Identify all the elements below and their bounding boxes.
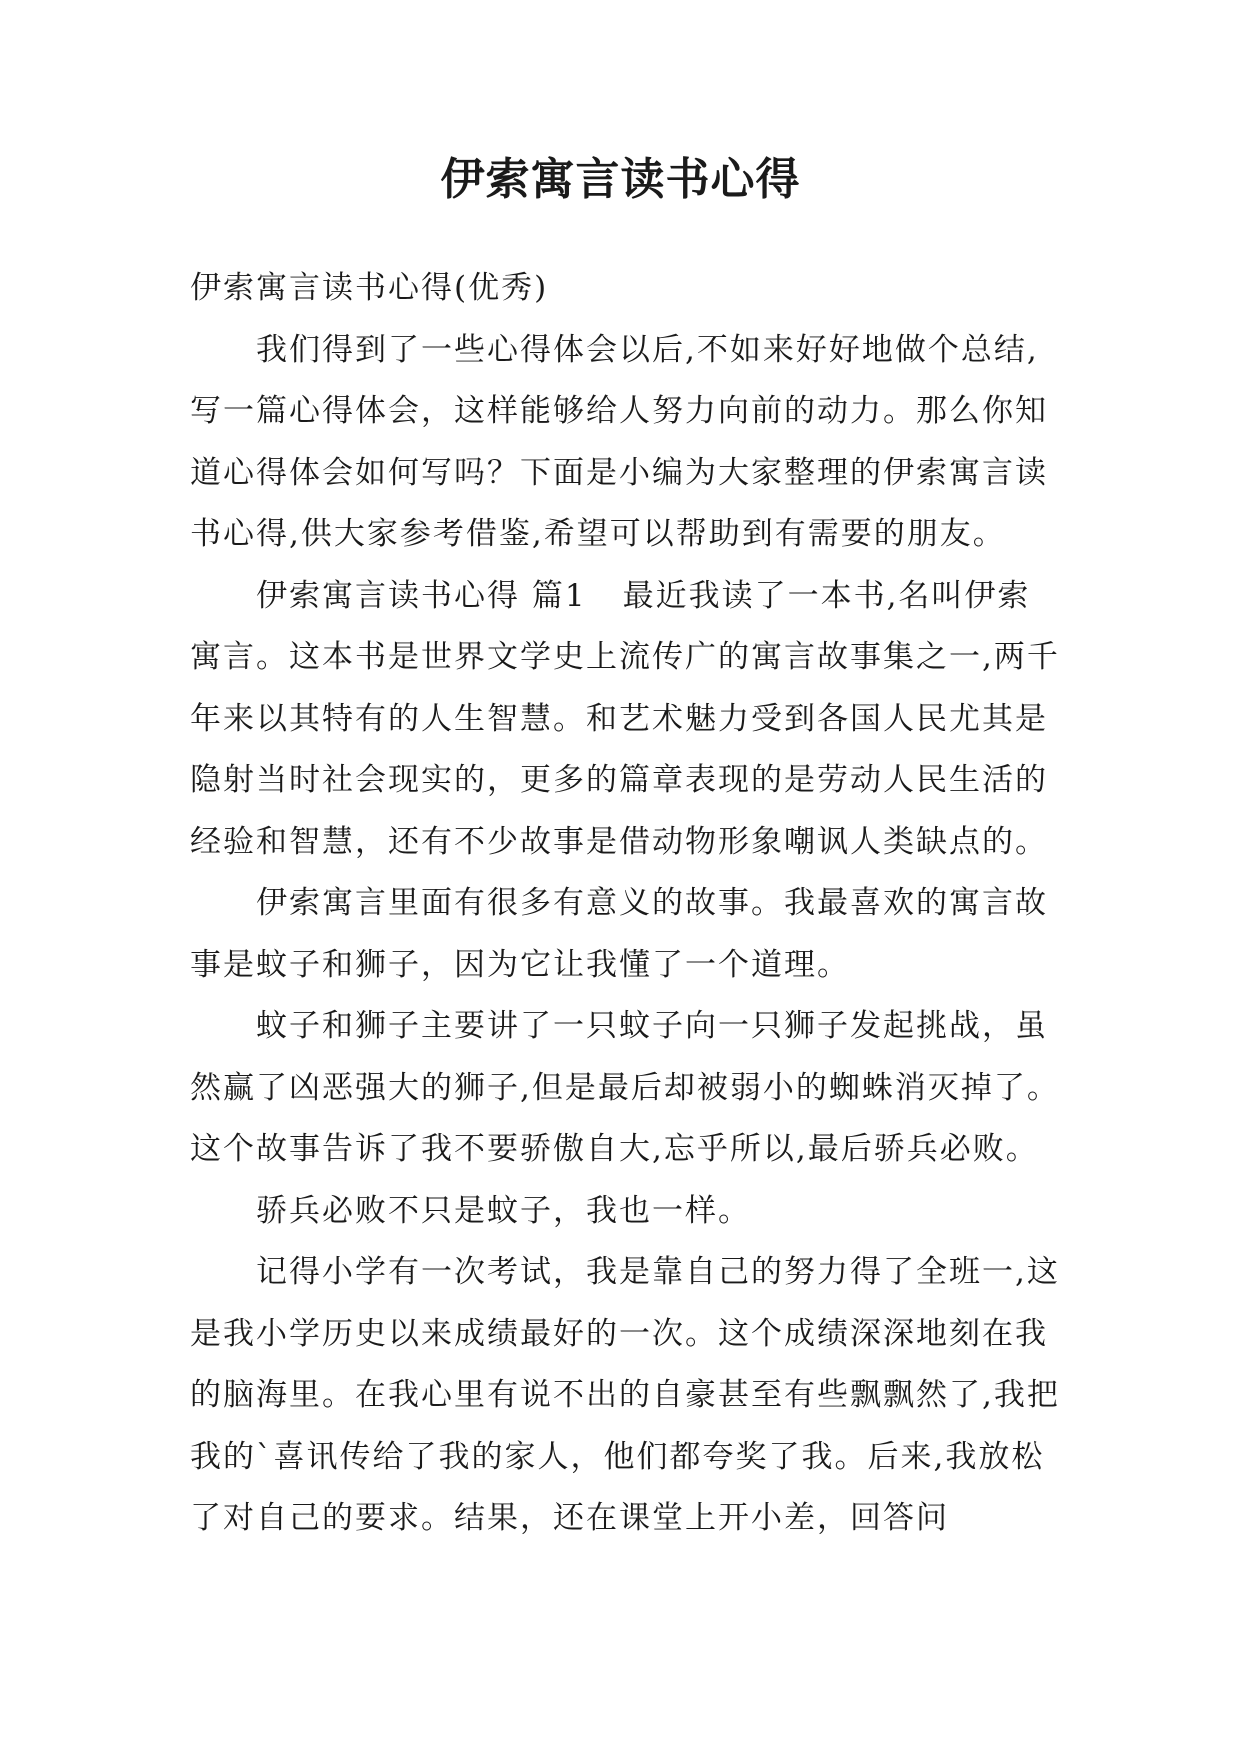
section1-heading: 伊索寓言读书心得 篇1 [256, 577, 587, 614]
paragraph-4: 骄兵必败不只是蚊子，我也一样。 [256, 1192, 751, 1229]
paragraph-2: 伊索寓言里面有很多有意义的故事。我最喜欢的寓言故事是蚊子和狮子，因为它让我懂了一个道理。 [190, 885, 1048, 983]
paragraph-5: 记得小学有一次考试，我是靠自己的努力得了全班一,这是我小学历史以来成绩最好的一次。这个成绩深深地刻在我的脑海里。在我心里有说不出的自豪甚至有些飘飘然了,我把我的`喜讯传给了我的家人，他们都夸奖了我。后来,我放松了对自己的要求。结果，还在课堂上开小差，回答问 [190, 1254, 1060, 1536]
section1-paragraph [190, 566, 1060, 874]
section1-text: 最近我读了一本书,名叫伊索寓言。这本书是世界文学史上流传广的寓言故事集之一,两千年来以其特有的人生智慧。和艺术魅力受到各国人民尤其是隐射当时社会现实的，更多的篇章表现的是劳动人民生活的经验和智慧，还有不少故事是借动物形象嘲讽人类缺点的。 [190, 577, 1060, 860]
document-title: 伊索寓言读书心得 [440, 154, 801, 205]
document-body [190, 258, 1060, 1550]
intro-paragraph: 我们得到了一些心得体会以后,不如来好好地做个总结,写一篇心得体会，这样能够给人努力向前的动力。那么你知道心得体会如何写吗？下面是小编为大家整理的伊索寓言读书心得,供大家参考借鉴,希望可以帮助到有需要的朋友。 [190, 331, 1048, 552]
paragraph-3: 蚊子和狮子主要讲了一只蚊子向一只狮子发起挑战，虽然赢了凶恶强大的狮子,但是最后却被弱小的蜘蛛消灭掉了。这个故事告诉了我不要骄傲自大,忘乎所以,最后骄兵必败。 [190, 1008, 1060, 1167]
document-subtitle: 伊索寓言读书心得(优秀) [190, 270, 549, 306]
